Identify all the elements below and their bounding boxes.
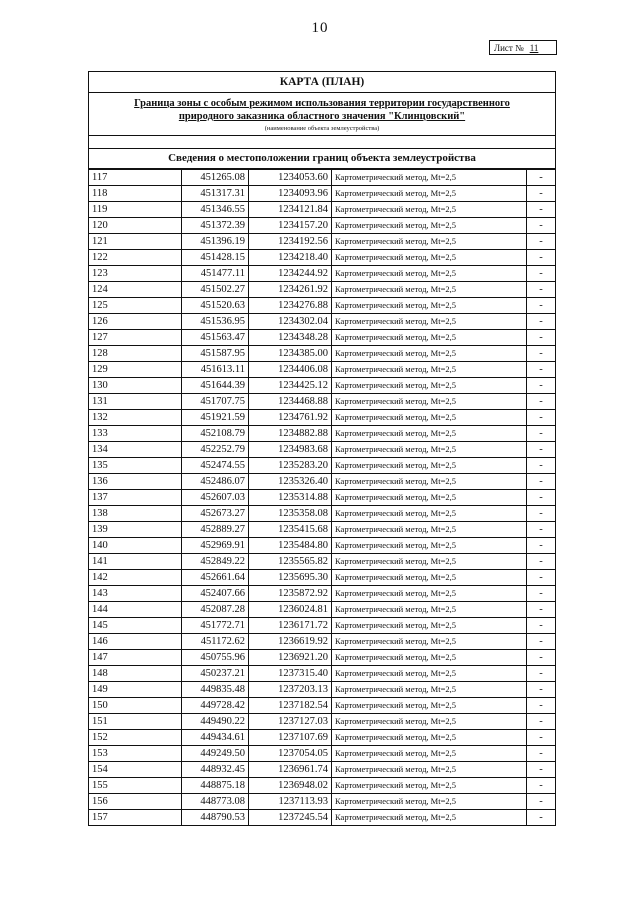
point-number-cell: 154 [89,762,182,778]
point-number-cell: 143 [89,586,182,602]
error-cell: - [527,538,556,554]
y-coordinate-cell: 1234192.56 [249,234,332,250]
coordinates-table-body [89,170,556,826]
y-coordinate-cell: 1234244.92 [249,266,332,282]
point-number-cell: 151 [89,714,182,730]
method-cell: Картометрический метод, Mt=2,5 [332,698,527,714]
point-number-cell: 118 [89,186,182,202]
method-cell: Картометрический метод, Mt=2,5 [332,570,527,586]
table-row [89,298,556,314]
table-row [89,266,556,282]
error-cell: - [527,602,556,618]
x-coordinate-cell: 449434.61 [182,730,249,746]
error-cell: - [527,778,556,794]
point-number-cell: 128 [89,346,182,362]
x-coordinate-cell: 451172.62 [182,634,249,650]
method-cell: Картометрический метод, Mt=2,5 [332,298,527,314]
x-coordinate-cell: 449835.48 [182,682,249,698]
error-cell: - [527,330,556,346]
table-row [89,506,556,522]
y-coordinate-cell: 1236948.02 [249,778,332,794]
x-coordinate-cell: 451477.11 [182,266,249,282]
y-coordinate-cell: 1237107.69 [249,730,332,746]
point-number-cell: 141 [89,554,182,570]
x-coordinate-cell: 450755.96 [182,650,249,666]
point-number-cell: 123 [89,266,182,282]
x-coordinate-cell: 451396.19 [182,234,249,250]
method-cell: Картометрический метод, Mt=2,5 [332,378,527,394]
point-number-cell: 132 [89,410,182,426]
point-number-cell: 120 [89,218,182,234]
y-coordinate-cell: 1236024.81 [249,602,332,618]
error-cell: - [527,506,556,522]
y-coordinate-cell: 1234121.84 [249,202,332,218]
x-coordinate-cell: 451317.31 [182,186,249,202]
error-cell: - [527,554,556,570]
y-coordinate-cell: 1234406.08 [249,362,332,378]
y-coordinate-cell: 1236961.74 [249,762,332,778]
x-coordinate-cell: 451707.75 [182,394,249,410]
y-coordinate-cell: 1235326.40 [249,474,332,490]
error-cell: - [527,650,556,666]
error-cell: - [527,282,556,298]
y-coordinate-cell: 1235565.82 [249,554,332,570]
method-cell: Картометрический метод, Mt=2,5 [332,266,527,282]
method-cell: Картометрический метод, Mt=2,5 [332,762,527,778]
table-row [89,282,556,298]
y-coordinate-cell: 1235283.20 [249,458,332,474]
x-coordinate-cell: 451502.27 [182,282,249,298]
y-coordinate-cell: 1236921.20 [249,650,332,666]
x-coordinate-cell: 448773.08 [182,794,249,810]
coordinates-table [88,169,556,826]
table-row [89,538,556,554]
method-cell: Картометрический метод, Mt=2,5 [332,218,527,234]
object-name-line-1: Граница зоны с особым режимом использования территории государственного [134,98,510,109]
error-cell: - [527,682,556,698]
point-number-cell: 144 [89,602,182,618]
method-cell: Картометрический метод, Mt=2,5 [332,586,527,602]
method-cell: Картометрический метод, Mt=2,5 [332,202,527,218]
point-number-cell: 137 [89,490,182,506]
x-coordinate-cell: 451428.15 [182,250,249,266]
method-cell: Картометрический метод, Mt=2,5 [332,634,527,650]
table-row [89,602,556,618]
method-cell: Картометрический метод, Mt=2,5 [332,410,527,426]
object-name [89,93,555,123]
sheet-number-box [489,40,557,55]
table-row [89,314,556,330]
error-cell: - [527,666,556,682]
table-row [89,442,556,458]
method-cell: Картометрический метод, Mt=2,5 [332,474,527,490]
table-row [89,186,556,202]
y-coordinate-cell: 1234157.20 [249,218,332,234]
table-row [89,666,556,682]
error-cell: - [527,762,556,778]
spacer-row [89,136,555,149]
table-row [89,330,556,346]
method-cell: Картометрический метод, Mt=2,5 [332,778,527,794]
method-cell: Картометрический метод, Mt=2,5 [332,490,527,506]
point-number-cell: 131 [89,394,182,410]
error-cell: - [527,426,556,442]
x-coordinate-cell: 452661.64 [182,570,249,586]
x-coordinate-cell: 451346.55 [182,202,249,218]
error-cell: - [527,618,556,634]
sheet-label: Лист № [494,43,524,53]
table-row [89,218,556,234]
y-coordinate-cell: 1234425.12 [249,378,332,394]
point-number-cell: 135 [89,458,182,474]
point-number-cell: 136 [89,474,182,490]
x-coordinate-cell: 449728.42 [182,698,249,714]
table-row [89,378,556,394]
table-row [89,458,556,474]
error-cell: - [527,458,556,474]
table-row [89,618,556,634]
y-coordinate-cell: 1235484.80 [249,538,332,554]
y-coordinate-cell: 1234882.88 [249,426,332,442]
method-cell: Картометрический метод, Mt=2,5 [332,458,527,474]
table-row [89,682,556,698]
table-row [89,810,556,826]
table-row [89,474,556,490]
error-cell: - [527,746,556,762]
point-number-cell: 149 [89,682,182,698]
method-cell: Картометрический метод, Mt=2,5 [332,522,527,538]
x-coordinate-cell: 452969.91 [182,538,249,554]
table-row [89,762,556,778]
x-coordinate-cell: 452486.07 [182,474,249,490]
point-number-cell: 139 [89,522,182,538]
x-coordinate-cell: 451772.71 [182,618,249,634]
point-number-cell: 148 [89,666,182,682]
point-number-cell: 140 [89,538,182,554]
x-coordinate-cell: 448932.45 [182,762,249,778]
table-row [89,490,556,506]
point-number-cell: 150 [89,698,182,714]
method-cell: Картометрический метод, Mt=2,5 [332,170,527,186]
point-number-cell: 152 [89,730,182,746]
method-cell: Картометрический метод, Mt=2,5 [332,186,527,202]
point-number-cell: 127 [89,330,182,346]
point-number-cell: 130 [89,378,182,394]
document-title: КАРТА (ПЛАН) [89,72,555,93]
method-cell: Картометрический метод, Mt=2,5 [332,314,527,330]
point-number-cell: 155 [89,778,182,794]
method-cell: Картометрический метод, Mt=2,5 [332,666,527,682]
table-row [89,522,556,538]
error-cell: - [527,170,556,186]
error-cell: - [527,202,556,218]
point-number-cell: 133 [89,426,182,442]
x-coordinate-cell: 452108.79 [182,426,249,442]
point-number-cell: 146 [89,634,182,650]
x-coordinate-cell: 449490.22 [182,714,249,730]
method-cell: Картометрический метод, Mt=2,5 [332,282,527,298]
error-cell: - [527,234,556,250]
sheet-number: 11 [529,43,539,53]
error-cell: - [527,218,556,234]
y-coordinate-cell: 1234276.88 [249,298,332,314]
y-coordinate-cell: 1234385.00 [249,346,332,362]
point-number-cell: 153 [89,746,182,762]
error-cell: - [527,714,556,730]
method-cell: Картометрический метод, Mt=2,5 [332,682,527,698]
table-row [89,346,556,362]
y-coordinate-cell: 1234983.68 [249,442,332,458]
y-coordinate-cell: 1234302.04 [249,314,332,330]
x-coordinate-cell: 452849.22 [182,554,249,570]
error-cell: - [527,394,556,410]
error-cell: - [527,186,556,202]
y-coordinate-cell: 1234093.96 [249,186,332,202]
error-cell: - [527,474,556,490]
point-number-cell: 157 [89,810,182,826]
method-cell: Картометрический метод, Mt=2,5 [332,602,527,618]
error-cell: - [527,794,556,810]
method-cell: Картометрический метод, Mt=2,5 [332,250,527,266]
error-cell: - [527,378,556,394]
y-coordinate-cell: 1237182.54 [249,698,332,714]
y-coordinate-cell: 1234218.40 [249,250,332,266]
point-number-cell: 142 [89,570,182,586]
y-coordinate-cell: 1235415.68 [249,522,332,538]
table-row [89,634,556,650]
x-coordinate-cell: 452673.27 [182,506,249,522]
table-row [89,586,556,602]
error-cell: - [527,730,556,746]
method-cell: Картометрический метод, Mt=2,5 [332,362,527,378]
x-coordinate-cell: 452252.79 [182,442,249,458]
error-cell: - [527,522,556,538]
table-row [89,746,556,762]
x-coordinate-cell: 452889.27 [182,522,249,538]
header-block [88,71,556,169]
method-cell: Картометрический метод, Mt=2,5 [332,714,527,730]
error-cell: - [527,634,556,650]
section-title: Сведения о местоположении границ объекта землеустройства [89,149,555,169]
error-cell: - [527,410,556,426]
point-number-cell: 122 [89,250,182,266]
method-cell: Картометрический метод, Mt=2,5 [332,506,527,522]
table-row [89,234,556,250]
error-cell: - [527,314,556,330]
y-coordinate-cell: 1234261.92 [249,282,332,298]
y-coordinate-cell: 1234468.88 [249,394,332,410]
error-cell: - [527,266,556,282]
method-cell: Картометрический метод, Mt=2,5 [332,394,527,410]
point-number-cell: 145 [89,618,182,634]
table-row [89,362,556,378]
method-cell: Картометрический метод, Mt=2,5 [332,346,527,362]
point-number-cell: 138 [89,506,182,522]
method-cell: Картометрический метод, Mt=2,5 [332,554,527,570]
y-coordinate-cell: 1235358.08 [249,506,332,522]
x-coordinate-cell: 452474.55 [182,458,249,474]
x-coordinate-cell: 452607.03 [182,490,249,506]
page-number: 10 [311,20,329,36]
x-coordinate-cell: 452407.66 [182,586,249,602]
table-row [89,778,556,794]
y-coordinate-cell: 1235314.88 [249,490,332,506]
x-coordinate-cell: 448875.18 [182,778,249,794]
error-cell: - [527,570,556,586]
table-row [89,250,556,266]
table-row [89,650,556,666]
y-coordinate-cell: 1237315.40 [249,666,332,682]
x-coordinate-cell: 451536.95 [182,314,249,330]
error-cell: - [527,362,556,378]
point-number-cell: 121 [89,234,182,250]
x-coordinate-cell: 451265.08 [182,170,249,186]
point-number-cell: 129 [89,362,182,378]
y-coordinate-cell: 1237054.05 [249,746,332,762]
object-name-note: (наименование объекта землеустройства) [89,123,555,136]
table-row [89,426,556,442]
table-row [89,794,556,810]
point-number-cell: 124 [89,282,182,298]
table-row [89,730,556,746]
x-coordinate-cell: 451644.39 [182,378,249,394]
point-number-cell: 119 [89,202,182,218]
error-cell: - [527,250,556,266]
point-number-cell: 147 [89,650,182,666]
table-row [89,202,556,218]
method-cell: Картометрический метод, Mt=2,5 [332,618,527,634]
table-row [89,714,556,730]
sheet-row [88,43,556,71]
x-coordinate-cell: 449249.50 [182,746,249,762]
table-row [89,554,556,570]
y-coordinate-cell: 1234761.92 [249,410,332,426]
error-cell: - [527,298,556,314]
y-coordinate-cell: 1236171.72 [249,618,332,634]
y-coordinate-cell: 1234348.28 [249,330,332,346]
method-cell: Картометрический метод, Mt=2,5 [332,794,527,810]
x-coordinate-cell: 452087.28 [182,602,249,618]
x-coordinate-cell: 451372.39 [182,218,249,234]
y-coordinate-cell: 1236619.92 [249,634,332,650]
object-name-line-2: природного заказника областного значения "Клинцовский" [178,111,466,122]
table-row [89,410,556,426]
error-cell: - [527,346,556,362]
method-cell: Картометрический метод, Mt=2,5 [332,810,527,826]
point-number-cell: 126 [89,314,182,330]
method-cell: Картометрический метод, Mt=2,5 [332,426,527,442]
document-frame [88,43,556,826]
y-coordinate-cell: 1235695.30 [249,570,332,586]
x-coordinate-cell: 451587.95 [182,346,249,362]
table-row [89,570,556,586]
y-coordinate-cell: 1237127.03 [249,714,332,730]
y-coordinate-cell: 1235872.92 [249,586,332,602]
error-cell: - [527,698,556,714]
x-coordinate-cell: 451921.59 [182,410,249,426]
method-cell: Картометрический метод, Mt=2,5 [332,538,527,554]
point-number-cell: 156 [89,794,182,810]
x-coordinate-cell: 448790.53 [182,810,249,826]
method-cell: Картометрический метод, Mt=2,5 [332,442,527,458]
x-coordinate-cell: 451520.63 [182,298,249,314]
y-coordinate-cell: 1237113.93 [249,794,332,810]
table-row [89,170,556,186]
error-cell: - [527,490,556,506]
method-cell: Картометрический метод, Mt=2,5 [332,234,527,250]
y-coordinate-cell: 1234053.60 [249,170,332,186]
point-number-cell: 134 [89,442,182,458]
x-coordinate-cell: 451613.11 [182,362,249,378]
error-cell: - [527,586,556,602]
method-cell: Картометрический метод, Mt=2,5 [332,730,527,746]
error-cell: - [527,810,556,826]
y-coordinate-cell: 1237203.13 [249,682,332,698]
table-row [89,394,556,410]
error-cell: - [527,442,556,458]
point-number-cell: 125 [89,298,182,314]
y-coordinate-cell: 1237245.54 [249,810,332,826]
method-cell: Картометрический метод, Mt=2,5 [332,650,527,666]
x-coordinate-cell: 451563.47 [182,330,249,346]
point-number-cell: 117 [89,170,182,186]
x-coordinate-cell: 450237.21 [182,666,249,682]
method-cell: Картометрический метод, Mt=2,5 [332,746,527,762]
method-cell: Картометрический метод, Mt=2,5 [332,330,527,346]
table-row [89,698,556,714]
